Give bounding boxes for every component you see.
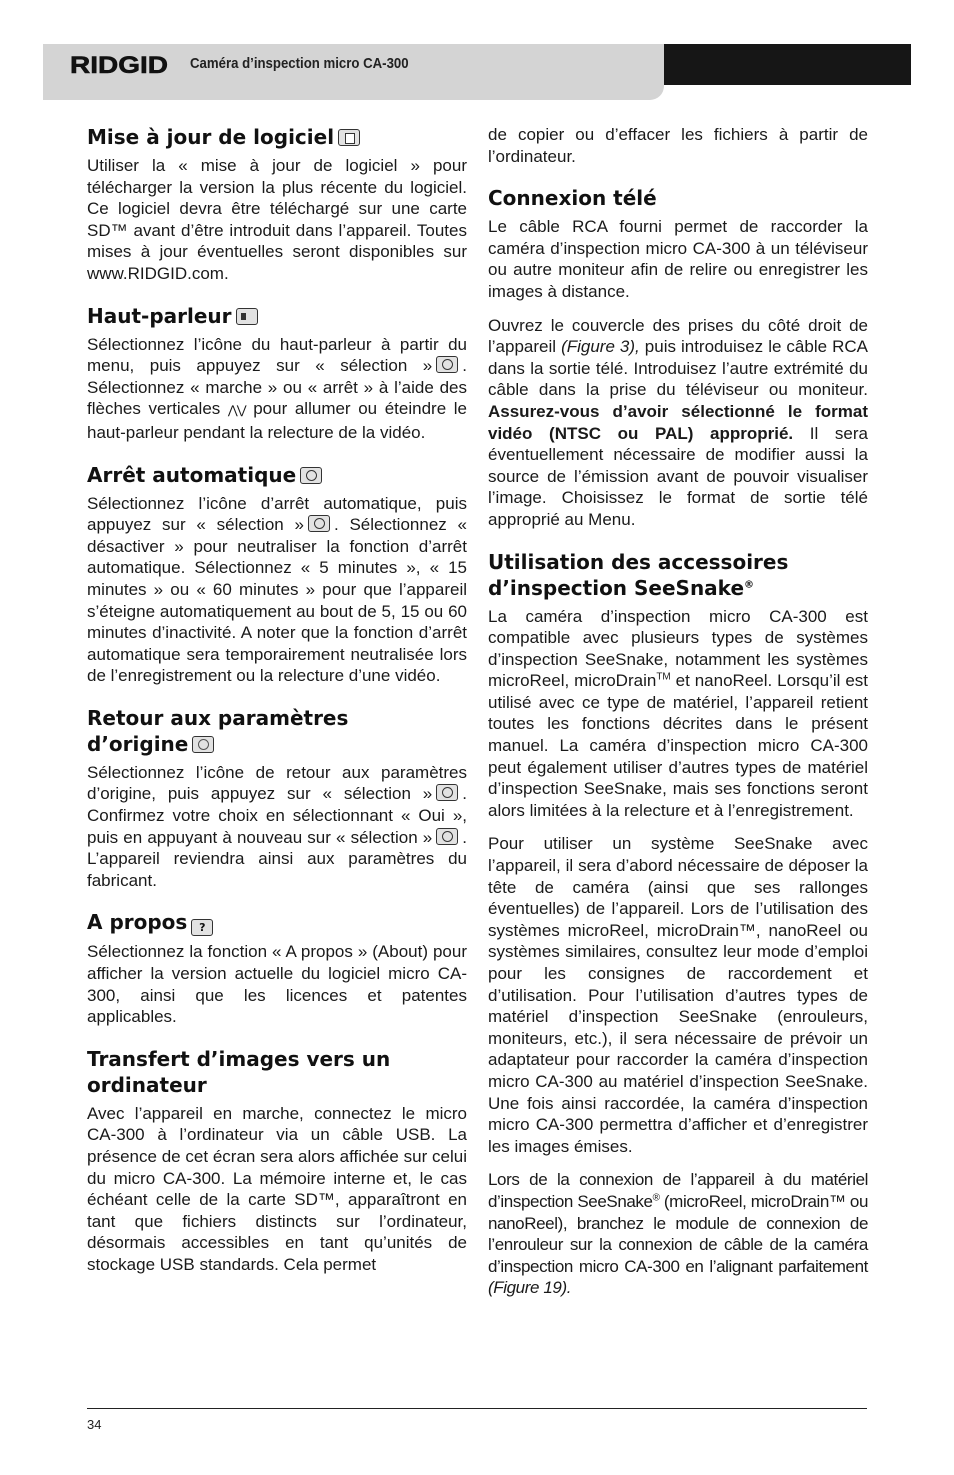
select-button-icon <box>308 515 330 532</box>
section-transfer-continued <box>488 124 868 167</box>
select-button-icon <box>436 784 458 801</box>
paragraph-seesnake-2: Pour utiliser un système SeeSnake avec l’appareil, il sera d’abord nécessaire de déposer la tête de caméra (ainsi que ses rallonges éventuelles) de l’appareil. Lors de l’utilisation des systèmes microReel, microDrain™, nanoReel ou systèmes similaires, consultez leur mode d’emploi pour les consignes de raccordement et d’utilisation. Pour l’utilisation d’autres types de matériel d’inspection SeeSnake (enrouleurs, moniteurs, etc.), il sera nécessaire de prévoir un adaptateur pour raccorder la caméra d’inspection micro CA-300 au matériel d’inspection SeeSnake. Une fois ainsi raccordée, la caméra d’inspection micro CA-300 permettra d’afficher et d’enregistrer les images émises. <box>488 834 868 1156</box>
heading-transfer: Transfert d’images vers un ordinateur <box>87 1046 391 1097</box>
document-title: Caméra d’inspection micro CA-300 <box>190 55 409 72</box>
section-transfer <box>87 1046 467 1276</box>
speaker-icon <box>236 308 258 325</box>
section-seesnake <box>488 549 868 1299</box>
heading-factory-reset: Retour aux paramètres d’origine <box>87 705 349 756</box>
header-black-tab <box>664 44 911 85</box>
paragraph-software-update: Utiliser la « mise à jour de logiciel » pour télécharger la version la plus récente du logiciel. Ce logiciel devra être téléchargé sur une carte SD™ avant d’être introduit dans l’appareil. Toutes mises à jour éventuelles seront disponibles sur www.RIDGID.com. <box>87 156 467 283</box>
paragraph-transfer: Avec l’appareil en marche, connectez le micro CA-300 à l’ordinateur via un câble USB. La présence de cet écran sera alors affichée sur celui du micro CA-300. La mémoire interne et, le cas échéant celle de la carte SD™, apparaîtront en tant que fichiers distincts sur l’ordinateur, désormais accessibles en tant qu’unités de stockage USB standards. Cela permet <box>87 1103 467 1274</box>
heading-about: A propos ? <box>87 909 467 936</box>
up-down-arrows-icon: ⋀⋁ <box>227 403 246 418</box>
heading-software-update: Mise à jour de logiciel <box>87 124 467 150</box>
paragraph-auto-off: Sélectionnez l’icône d’arrêt automatique, puis appuyez sur « sélection » . Sélectionnez « désactiver » pour neutraliser la fonction d’arrêt automatique. Sélectionnez « 5 minutes », « 15 minutes » ou « 60 minutes » pour que l’appareil s’éteigne automatiquement au bout de 5, 15 ou 60 minutes d’inactivité. A noter que la fonction d’arrêt automatique sera temporairement neutralisée lors de l’enregistrement ou la relecture d’une vidéo. <box>87 493 467 686</box>
page-number: 34 <box>87 1417 102 1432</box>
select-button-icon <box>436 356 458 373</box>
right-column <box>488 124 868 1317</box>
clock-icon <box>300 467 322 484</box>
question-icon: ? <box>191 919 213 936</box>
left-column <box>87 124 467 1294</box>
select-button-icon <box>436 828 458 845</box>
heading-auto-off: Arrêt automatique <box>87 462 467 488</box>
paragraph-speaker: Sélectionnez l’icône du haut-parleur à partir du menu, puis appuyez sur « sélection » . Sélectionnez « marche » ou « arrêt » à l’aide des flèches verticales ⋀⋁ pour allumer ou éteindre le haut-parleur pendant la relecture de la vidéo. <box>87 334 468 442</box>
section-auto-off <box>87 462 467 687</box>
section-tv-connection <box>488 185 868 530</box>
svg-text:RIDGID: RIDGID <box>70 52 168 78</box>
paragraph-tv-2: Ouvrez le couvercle des prises du côté droit de l’appareil (Figure 3), puis introduisez le câble RCA dans la sortie télé. Introduisez l’autre extrémité du câble dans la prise du téléviseur ou moniteur. Assurez-vous d’avoir sélectionné le format vidéo (NTSC ou PAL) approprié. Il sera éventuellement nécessaire de modifier aussi la source de l’émission avant de pouvoir visualiser l’image. Choisissez le format de sortie télé approprié au Menu. <box>488 315 868 529</box>
section-software-update <box>87 124 467 285</box>
footer-rule <box>87 1408 867 1409</box>
heading-speaker: Haut-parleur <box>87 303 467 329</box>
document-icon <box>338 129 360 146</box>
paragraph-factory-reset: Sélectionnez l’icône de retour aux paramètres d’origine, puis appuyez sur « sélection » . Confirmez votre choix en sélectionnant « Oui », puis en appuyant à nouveau sur « sélection » . L’appareil reviendra ainsi aux paramètres du fabricant. <box>87 762 467 890</box>
heading-seesnake: Utilisation des accessoires d’inspection SeeSnake® <box>488 549 789 600</box>
heading-tv-connection: Connexion télé <box>488 186 657 211</box>
paragraph-transfer-continued: de copier ou d’effacer les fichiers à partir de l’ordinateur. <box>488 125 868 166</box>
section-speaker <box>87 303 467 444</box>
reset-icon <box>192 736 214 753</box>
paragraph-tv-1: Le câble RCA fourni permet de raccorder la caméra d’inspection micro CA-300 à un téléviseur ou autre moniteur afin de relire ou enregistrer les images à distance. <box>488 217 868 301</box>
paragraph-seesnake-3: Lors de la connexion de l’appareil à du matériel d’inspection SeeSnake® (microReel, microDrain™ ou nanoReel), branchez le module de connexion de l’enrouleur sur la connexion de câble de la caméra d’inspection micro CA-300 en l’alignant parfaitement (Figure 19). <box>488 1170 869 1298</box>
paragraph-seesnake-1: La caméra d’inspection micro CA-300 est compatible avec plusieurs types de systèmes d’inspection SeeSnake, notamment les systèmes microReel, microDrain™ et nanoReel. Lorsqu’il est utilisé avec ce type de matériel, l’appareil retient toutes les fonctions décrites dans le présent manuel. La caméra d’inspection micro CA-300 peut également utiliser d’autres types de matériel d’inspection SeeSnake, mais ses fonctions seront alors limitées à la relecture et à l’enregistrement. <box>488 606 868 820</box>
section-factory-reset <box>87 705 467 892</box>
ridgid-logo <box>70 52 170 78</box>
section-about <box>87 909 467 1027</box>
paragraph-about: Sélectionnez la fonction « A propos » (About) pour afficher la version actuelle du logiciel micro CA-300, ainsi que les licences et patentes applicables. <box>87 942 467 1027</box>
